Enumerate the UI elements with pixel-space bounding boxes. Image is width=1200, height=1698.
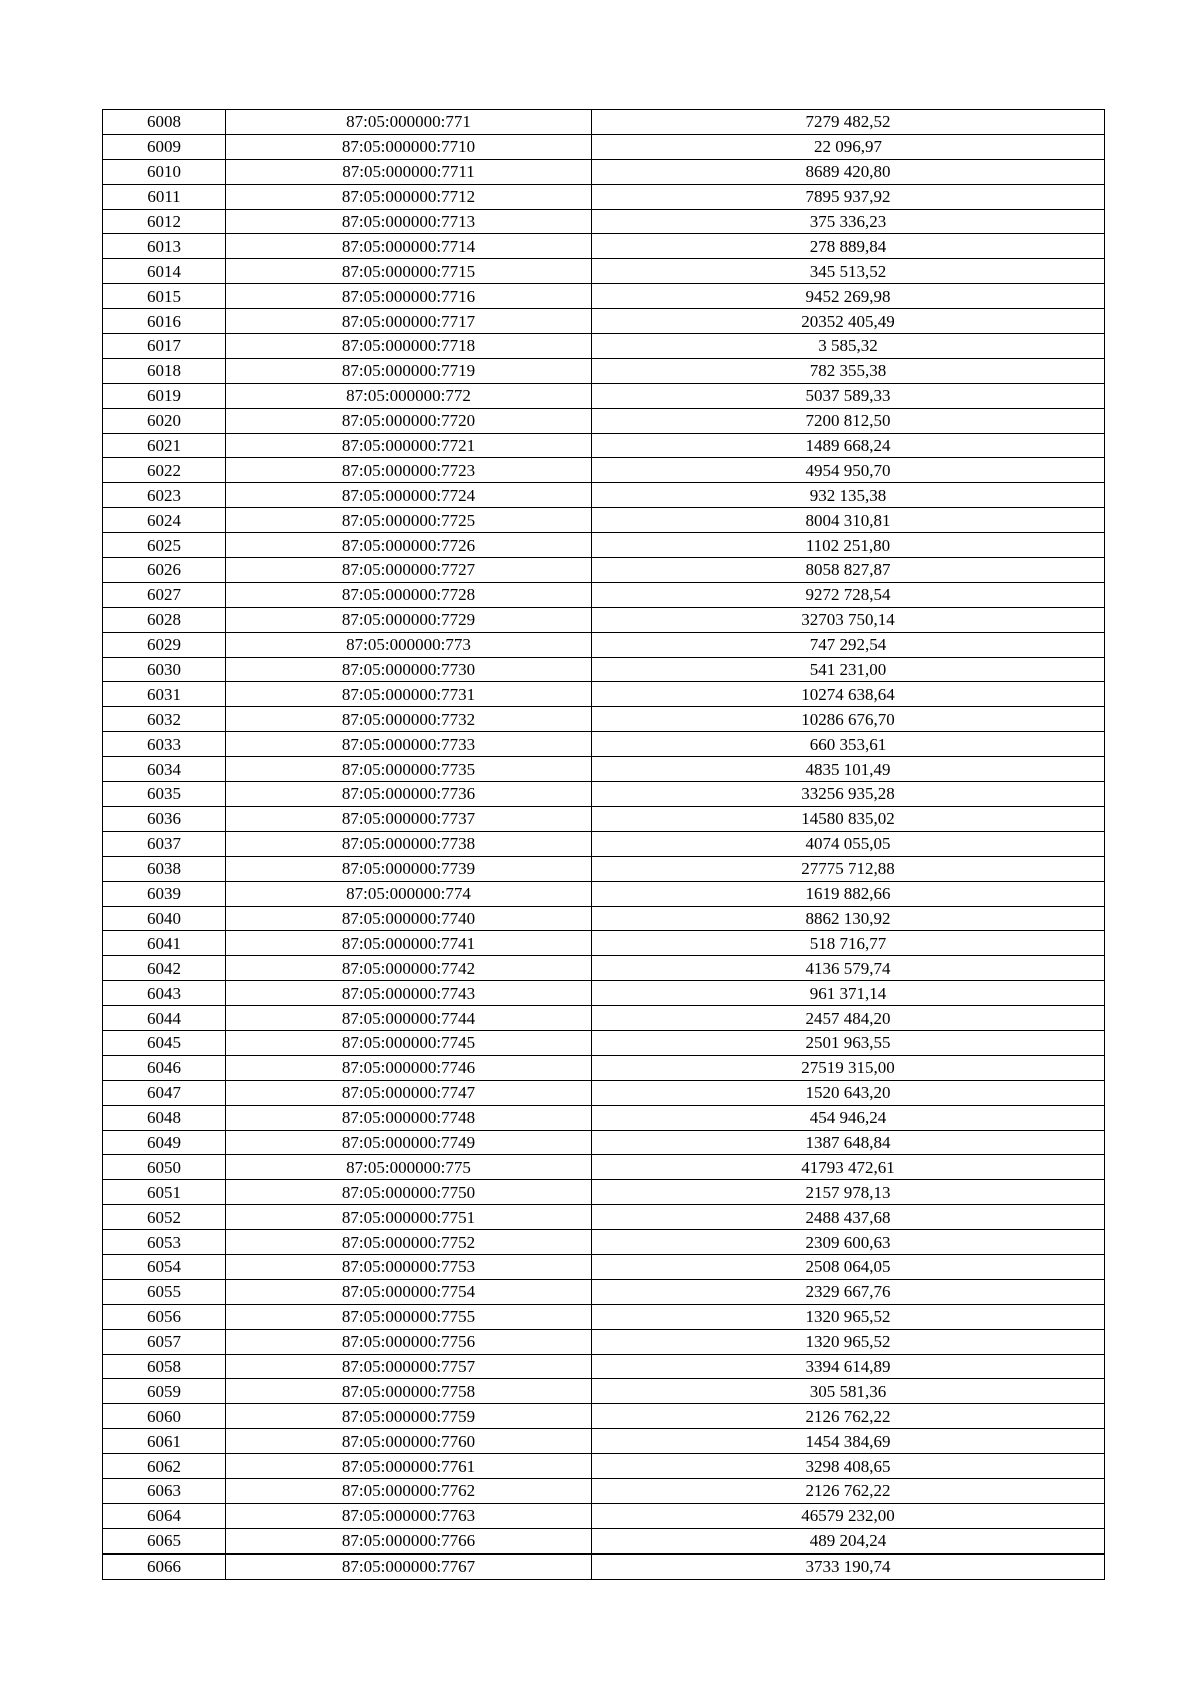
cadastral-number-cell: 87:05:000000:7738 [226,831,592,856]
cadastral-value-table [102,109,1105,1580]
row-number-cell: 6029 [103,632,226,657]
cadastral-value-cell: 5037 589,33 [592,383,1105,408]
row-number-cell: 6056 [103,1304,226,1329]
cadastral-value-cell: 2508 064,05 [592,1254,1105,1279]
cadastral-number-cell: 87:05:000000:7721 [226,433,592,458]
row-number-cell: 6049 [103,1130,226,1155]
cadastral-value-cell: 3394 614,89 [592,1354,1105,1379]
cadastral-number-cell: 87:05:000000:7710 [226,134,592,159]
table-row [103,1379,1105,1404]
row-number-cell: 6047 [103,1080,226,1105]
cadastral-number-cell: 87:05:000000:7717 [226,309,592,334]
cadastral-number-cell: 87:05:000000:7727 [226,558,592,583]
cadastral-value-cell: 7200 812,50 [592,408,1105,433]
row-number-cell: 6010 [103,159,226,184]
row-number-cell: 6052 [103,1205,226,1230]
row-number-cell: 6028 [103,607,226,632]
cadastral-number-cell: 87:05:000000:7716 [226,284,592,309]
cadastral-number-cell: 87:05:000000:773 [226,632,592,657]
row-number-cell: 6015 [103,284,226,309]
row-number-cell: 6018 [103,358,226,383]
cadastral-value-cell: 518 716,77 [592,931,1105,956]
row-number-cell: 6033 [103,732,226,757]
cadastral-number-cell: 87:05:000000:7759 [226,1404,592,1429]
table-row [103,906,1105,931]
table-row [103,1055,1105,1080]
table-row [103,956,1105,981]
cadastral-value-cell: 1102 251,80 [592,533,1105,558]
table-row [103,1554,1105,1579]
table-row [103,1329,1105,1354]
row-number-cell: 6023 [103,483,226,508]
cadastral-value-cell: 33256 935,28 [592,782,1105,807]
table-row [103,483,1105,508]
cadastral-value-cell: 2501 963,55 [592,1030,1105,1055]
row-number-cell: 6041 [103,931,226,956]
cadastral-number-cell: 87:05:000000:775 [226,1155,592,1180]
row-number-cell: 6061 [103,1429,226,1454]
cadastral-number-cell: 87:05:000000:7742 [226,956,592,981]
cadastral-number-cell: 87:05:000000:7743 [226,981,592,1006]
row-number-cell: 6036 [103,806,226,831]
cadastral-value-cell: 7895 937,92 [592,184,1105,209]
cadastral-value-cell: 2126 762,22 [592,1404,1105,1429]
row-number-cell: 6044 [103,1006,226,1031]
cadastral-number-cell: 87:05:000000:7715 [226,259,592,284]
row-number-cell: 6038 [103,856,226,881]
cadastral-number-cell: 87:05:000000:7758 [226,1379,592,1404]
row-number-cell: 6035 [103,782,226,807]
table-row [103,782,1105,807]
table-row [103,1006,1105,1031]
cadastral-value-cell: 46579 232,00 [592,1503,1105,1528]
table-row [103,334,1105,359]
table-row [103,806,1105,831]
cadastral-value-cell: 27775 712,88 [592,856,1105,881]
row-number-cell: 6034 [103,757,226,782]
cadastral-number-cell: 87:05:000000:7733 [226,732,592,757]
cadastral-value-cell: 4074 055,05 [592,831,1105,856]
cadastral-number-cell: 87:05:000000:7724 [226,483,592,508]
row-number-cell: 6060 [103,1404,226,1429]
cadastral-number-cell: 87:05:000000:7750 [226,1180,592,1205]
cadastral-number-cell: 87:05:000000:7730 [226,657,592,682]
row-number-cell: 6066 [103,1554,226,1579]
table-row [103,1503,1105,1528]
table-row [103,831,1105,856]
table-row [103,383,1105,408]
cadastral-value-cell: 4835 101,49 [592,757,1105,782]
table-row [103,856,1105,881]
row-number-cell: 6045 [103,1030,226,1055]
row-number-cell: 6013 [103,234,226,259]
cadastral-number-cell: 87:05:000000:7766 [226,1528,592,1553]
cadastral-number-cell: 87:05:000000:7763 [226,1503,592,1528]
cadastral-number-cell: 87:05:000000:7753 [226,1254,592,1279]
cadastral-number-cell: 87:05:000000:7731 [226,682,592,707]
row-number-cell: 6040 [103,906,226,931]
cadastral-number-cell: 87:05:000000:7741 [226,931,592,956]
cadastral-number-cell: 87:05:000000:7740 [226,906,592,931]
table-row [103,1429,1105,1454]
table-row [103,1205,1105,1230]
cadastral-number-cell: 87:05:000000:7752 [226,1230,592,1255]
cadastral-value-cell: 2157 978,13 [592,1180,1105,1205]
table-row [103,234,1105,259]
row-number-cell: 6064 [103,1503,226,1528]
cadastral-value-cell: 1489 668,24 [592,433,1105,458]
row-number-cell: 6020 [103,408,226,433]
table-row [103,582,1105,607]
row-number-cell: 6055 [103,1279,226,1304]
row-number-cell: 6054 [103,1254,226,1279]
row-number-cell: 6039 [103,881,226,906]
cadastral-number-cell: 87:05:000000:7746 [226,1055,592,1080]
table-row [103,184,1105,209]
cadastral-value-cell: 32703 750,14 [592,607,1105,632]
cadastral-number-cell: 87:05:000000:7747 [226,1080,592,1105]
row-number-cell: 6037 [103,831,226,856]
table-row [103,1080,1105,1105]
cadastral-value-cell: 1320 965,52 [592,1329,1105,1354]
cadastral-number-cell: 87:05:000000:7736 [226,782,592,807]
cadastral-number-cell: 87:05:000000:7756 [226,1329,592,1354]
cadastral-value-cell: 20352 405,49 [592,309,1105,334]
cadastral-number-cell: 87:05:000000:7749 [226,1130,592,1155]
row-number-cell: 6024 [103,508,226,533]
row-number-cell: 6011 [103,184,226,209]
cadastral-value-cell: 8058 827,87 [592,558,1105,583]
cadastral-number-cell: 87:05:000000:7711 [226,159,592,184]
table-row [103,707,1105,732]
cadastral-value-cell: 1320 965,52 [592,1304,1105,1329]
table-row [103,1155,1105,1180]
cadastral-value-cell: 278 889,84 [592,234,1105,259]
cadastral-value-cell: 3 585,32 [592,334,1105,359]
row-number-cell: 6063 [103,1478,226,1503]
row-number-cell: 6025 [103,533,226,558]
cadastral-number-cell: 87:05:000000:7762 [226,1478,592,1503]
table-row [103,757,1105,782]
row-number-cell: 6062 [103,1454,226,1479]
cadastral-value-cell: 345 513,52 [592,259,1105,284]
row-number-cell: 6030 [103,657,226,682]
table-row [103,284,1105,309]
cadastral-value-cell: 2457 484,20 [592,1006,1105,1031]
table-row [103,558,1105,583]
table-row [103,358,1105,383]
table-row [103,1030,1105,1055]
table-row [103,732,1105,757]
cadastral-value-cell: 489 204,24 [592,1528,1105,1553]
row-number-cell: 6050 [103,1155,226,1180]
cadastral-value-cell: 22 096,97 [592,134,1105,159]
cadastral-value-cell: 2309 600,63 [592,1230,1105,1255]
cadastral-value-cell: 2329 667,76 [592,1279,1105,1304]
cadastral-number-cell: 87:05:000000:7719 [226,358,592,383]
row-number-cell: 6051 [103,1180,226,1205]
table-row [103,1354,1105,1379]
table-row [103,458,1105,483]
cadastral-number-cell: 87:05:000000:7751 [226,1205,592,1230]
table-row [103,1304,1105,1329]
cadastral-value-cell: 27519 315,00 [592,1055,1105,1080]
row-number-cell: 6043 [103,981,226,1006]
cadastral-value-cell: 932 135,38 [592,483,1105,508]
table-row [103,1454,1105,1479]
cadastral-value-cell: 1619 882,66 [592,881,1105,906]
row-number-cell: 6016 [103,309,226,334]
cadastral-number-cell: 87:05:000000:7726 [226,533,592,558]
cadastral-number-cell: 87:05:000000:771 [226,110,592,135]
cadastral-number-cell: 87:05:000000:7718 [226,334,592,359]
cadastral-number-cell: 87:05:000000:7755 [226,1304,592,1329]
row-number-cell: 6065 [103,1528,226,1553]
cadastral-value-cell: 1454 384,69 [592,1429,1105,1454]
row-number-cell: 6053 [103,1230,226,1255]
cadastral-number-cell: 87:05:000000:7739 [226,856,592,881]
row-number-cell: 6031 [103,682,226,707]
table-row [103,1230,1105,1255]
row-number-cell: 6059 [103,1379,226,1404]
table-row [103,259,1105,284]
row-number-cell: 6021 [103,433,226,458]
table-row [103,931,1105,956]
row-number-cell: 6014 [103,259,226,284]
table-row [103,533,1105,558]
table-row [103,209,1105,234]
cadastral-number-cell: 87:05:000000:7712 [226,184,592,209]
table-row [103,632,1105,657]
table-row [103,657,1105,682]
cadastral-value-cell: 41793 472,61 [592,1155,1105,1180]
cadastral-number-cell: 87:05:000000:7767 [226,1554,592,1579]
row-number-cell: 6022 [103,458,226,483]
row-number-cell: 6026 [103,558,226,583]
row-number-cell: 6048 [103,1105,226,1130]
table-row [103,1478,1105,1503]
table-row [103,1279,1105,1304]
cadastral-value-cell: 4136 579,74 [592,956,1105,981]
cadastral-value-cell: 8689 420,80 [592,159,1105,184]
cadastral-number-cell: 87:05:000000:7732 [226,707,592,732]
row-number-cell: 6042 [103,956,226,981]
table-row [103,309,1105,334]
row-number-cell: 6012 [103,209,226,234]
table-row [103,981,1105,1006]
cadastral-number-cell: 87:05:000000:7713 [226,209,592,234]
table-row [103,508,1105,533]
table-row [103,110,1105,135]
cadastral-number-cell: 87:05:000000:7729 [226,607,592,632]
table-row [103,1528,1105,1553]
table-row [103,433,1105,458]
cadastral-value-cell: 375 336,23 [592,209,1105,234]
table-row [103,881,1105,906]
table-row [103,1404,1105,1429]
table-row [103,134,1105,159]
row-number-cell: 6009 [103,134,226,159]
row-number-cell: 6032 [103,707,226,732]
cadastral-value-cell: 2488 437,68 [592,1205,1105,1230]
cadastral-number-cell: 87:05:000000:7728 [226,582,592,607]
cadastral-number-cell: 87:05:000000:7757 [226,1354,592,1379]
cadastral-value-cell: 1387 648,84 [592,1130,1105,1155]
cadastral-value-cell: 305 581,36 [592,1379,1105,1404]
cadastral-number-cell: 87:05:000000:7735 [226,757,592,782]
cadastral-value-cell: 10274 638,64 [592,682,1105,707]
cadastral-number-cell: 87:05:000000:7760 [226,1429,592,1454]
table-row [103,682,1105,707]
cadastral-number-cell: 87:05:000000:7737 [226,806,592,831]
cadastral-number-cell: 87:05:000000:774 [226,881,592,906]
row-number-cell: 6008 [103,110,226,135]
row-number-cell: 6057 [103,1329,226,1354]
row-number-cell: 6058 [103,1354,226,1379]
cadastral-value-cell: 8862 130,92 [592,906,1105,931]
table-body [103,110,1105,1580]
cadastral-value-cell: 782 355,38 [592,358,1105,383]
cadastral-value-cell: 8004 310,81 [592,508,1105,533]
cadastral-value-cell: 9272 728,54 [592,582,1105,607]
cadastral-number-cell: 87:05:000000:7761 [226,1454,592,1479]
cadastral-number-cell: 87:05:000000:7744 [226,1006,592,1031]
cadastral-value-cell: 1520 643,20 [592,1080,1105,1105]
cadastral-value-cell: 10286 676,70 [592,707,1105,732]
cadastral-value-cell: 747 292,54 [592,632,1105,657]
row-number-cell: 6017 [103,334,226,359]
cadastral-value-cell: 3733 190,74 [592,1554,1105,1579]
table-row [103,1180,1105,1205]
cadastral-number-cell: 87:05:000000:7745 [226,1030,592,1055]
cadastral-value-cell: 961 371,14 [592,981,1105,1006]
cadastral-number-cell: 87:05:000000:772 [226,383,592,408]
cadastral-number-cell: 87:05:000000:7748 [226,1105,592,1130]
cadastral-value-cell: 541 231,00 [592,657,1105,682]
cadastral-value-cell: 2126 762,22 [592,1478,1105,1503]
cadastral-value-cell: 454 946,24 [592,1105,1105,1130]
cadastral-number-cell: 87:05:000000:7720 [226,408,592,433]
cadastral-number-cell: 87:05:000000:7754 [226,1279,592,1304]
table-row [103,1130,1105,1155]
row-number-cell: 6027 [103,582,226,607]
cadastral-number-cell: 87:05:000000:7725 [226,508,592,533]
cadastral-value-cell: 9452 269,98 [592,284,1105,309]
table-row [103,1254,1105,1279]
table-row [103,408,1105,433]
cadastral-number-cell: 87:05:000000:7723 [226,458,592,483]
table-row [103,159,1105,184]
row-number-cell: 6019 [103,383,226,408]
cadastral-value-cell: 4954 950,70 [592,458,1105,483]
cadastral-number-cell: 87:05:000000:7714 [226,234,592,259]
row-number-cell: 6046 [103,1055,226,1080]
table-row [103,607,1105,632]
cadastral-value-cell: 14580 835,02 [592,806,1105,831]
cadastral-value-cell: 3298 408,65 [592,1454,1105,1479]
cadastral-value-cell: 660 353,61 [592,732,1105,757]
cadastral-value-cell: 7279 482,52 [592,110,1105,135]
table-row [103,1105,1105,1130]
